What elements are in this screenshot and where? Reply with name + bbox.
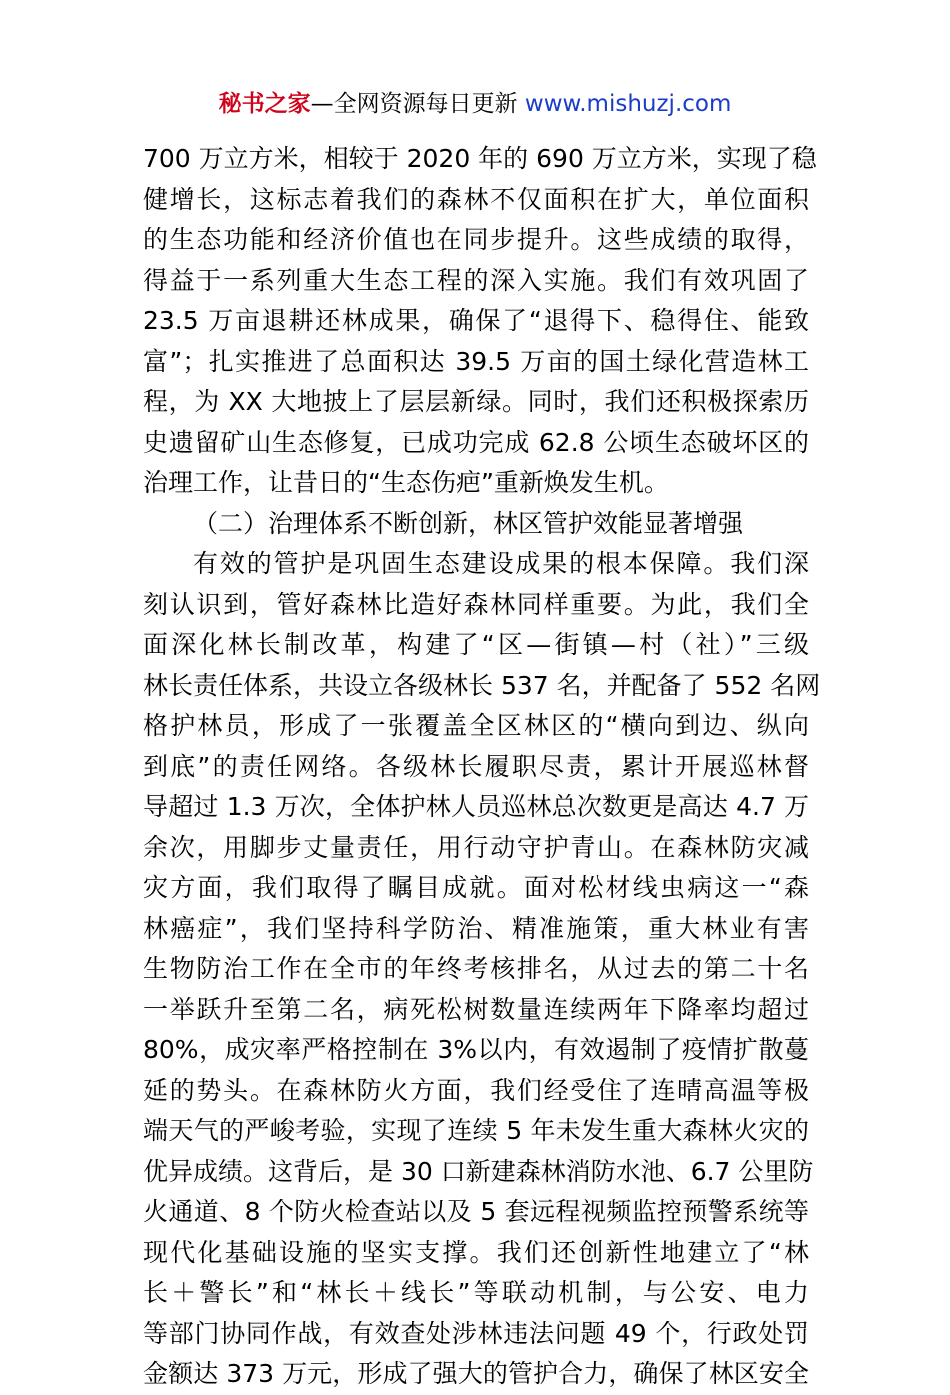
text-line: 端天气的严峻考验，实现了连续 5 年未发生重大森林火灾的	[143, 1116, 809, 1145]
text-line: 金额达 373 万元，形成了强大的管护合力，确保了林区安全	[143, 1359, 809, 1388]
text-line: 治理工作，让昔日的“生态伤疤”重新焕发生机。	[143, 468, 669, 497]
text-line: 有效的管护是巩固生态建设成果的根本保障。我们深	[193, 549, 809, 578]
text-line: 到底”的责任网络。各级林长履职尽责，累计开展巡林督	[143, 751, 809, 781]
text-line: 史遗留矿山生态修复，已成功完成 62.8 公顷生态破坏区的	[143, 427, 809, 457]
text-line: 火通道、8 个防火检查站以及 5 套远程视频监控预警系统等	[143, 1197, 809, 1226]
text-line: 面深化林长制改革，构建了“区—街镇—村（社）”三级	[143, 630, 809, 659]
document-body	[143, 139, 821, 1395]
text-line: 格护林员，形成了一张覆盖全区林区的“横向到边、纵向	[143, 711, 809, 740]
text-line: 富”；扎实推进了总面积达 39.5 万亩的国土绿化营造林工	[143, 346, 809, 376]
text-line: 余次，用脚步丈量责任，用行动守护青山。在森林防灾减	[143, 832, 809, 862]
site-tagline: —全网资源每日更新	[310, 91, 525, 117]
site-brand: 秘书之家	[218, 91, 311, 117]
text-line: 导超过 1.3 万次，全体护林人员巡林总次数更是高达 4.7 万	[143, 792, 809, 821]
text-line: 现代化基础设施的坚实支撑。我们还创新性地建立了“林	[143, 1237, 809, 1267]
text-line: 长＋警长”和“林长＋线长”等联动机制，与公安、电力	[143, 1278, 809, 1307]
section-heading: （二）治理体系不断创新，林区管护效能显著增强	[193, 508, 744, 538]
text-line: 林癌症”，我们坚持科学防治、精准施策，重大林业有害	[143, 913, 809, 943]
site-url-link[interactable]: www.mishuzj.com	[524, 91, 732, 117]
text-line: 生物防治工作在全市的年终考核排名，从过去的第二十名	[143, 954, 809, 983]
text-line: 刻认识到，管好森林比造好森林同样重要。为此，我们全	[143, 589, 809, 619]
text-line: 23.5 万亩退耕还林成果，确保了“退得下、稳得住、能致	[143, 306, 809, 335]
text-line: 优异成绩。这背后，是 30 口新建森林消防水池、6.7 公里防	[143, 1156, 814, 1186]
text-line: 80%，成灾率严格控制在 3%以内，有效遏制了疫情扩散蔓	[143, 1035, 809, 1064]
text-line: 健增长，这标志着我们的森林不仅面积在扩大，单位面积	[143, 184, 809, 214]
text-line: 程，为 XX 大地披上了层层新绿。同时，我们还积极探索历	[143, 387, 809, 416]
text-line: 延的势头。在森林防火方面，我们经受住了连晴高温等极	[143, 1075, 809, 1105]
text-line: 林长责任体系，共设立各级林长 537 名，并配备了 552 名网	[143, 670, 821, 700]
text-line: 700 万立方米，相较于 2020 年的 690 万立方米，实现了稳	[143, 144, 817, 173]
text-line: 一举跃升至第二名，病死松树数量连续两年下降率均超过	[143, 994, 809, 1024]
text-line: 等部门协同作战，有效查处涉林违法问题 49 个，行政处罚	[143, 1318, 809, 1348]
text-line: 得益于一系列重大生态工程的深入实施。我们有效巩固了	[143, 265, 809, 295]
text-line: 灾方面，我们取得了瞩目成就。面对松材线虫病这一“森	[143, 873, 809, 902]
site-header	[0, 88, 950, 120]
text-line: 的生态功能和经济价值也在同步提升。这些成绩的取得，	[143, 225, 809, 254]
